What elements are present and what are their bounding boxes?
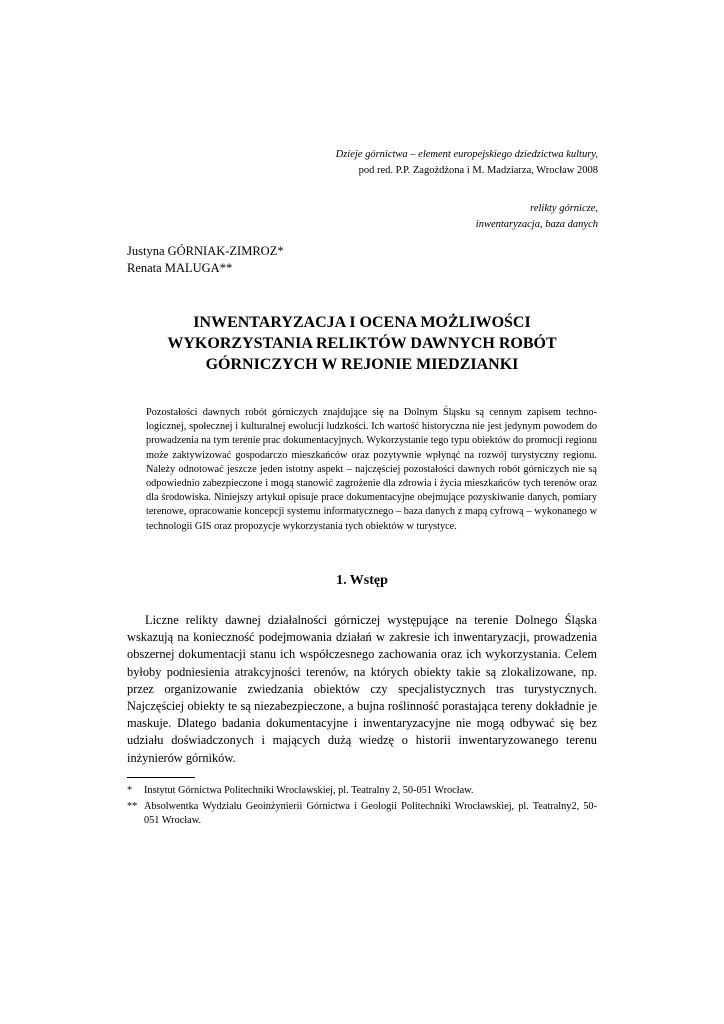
footnote-text: Instytut Górnictwa Politechniki Wrocławskiej, pl. Teatralny 2, 50-051 Wrocław. — [144, 785, 474, 796]
footnote-divider — [127, 777, 195, 778]
intro-paragraph: Liczne relikty dawnej działalności górniczej występujące na terenie Dolnego Śląska wskazują na konieczność podejmowania działań w zakresie ich inwentaryzacji, prowadzenia obszernej dokumentacji stanu ich współczesnego zachowania oraz ich wykorzystania. Celem byłoby podniesienia atrakcyjności terenów, na których obiekty takie są zlokalizowane, np. przez organizowanie zwiedzania obiektów czy specjalistycznych tras turystycznych. Najczęściej obiekty te są niezabezpieczone, a bujna roślinność porastająca tereny dokładnie je maskuje. Dlatego badania dokumentacyjne i inwentaryzacyjne nie mogą odbywać się bez udziału doświadczonych i mających dużą wiedzę o historii inwentaryzowanego terenu inżynierów górników. — [127, 613, 597, 765]
paper-title — [127, 312, 597, 375]
footnote-mark: ** — [127, 801, 138, 812]
editors-line: pod red. P.P. Zagożdżona i M. Madziarza, Wrocław 2008 — [358, 164, 598, 176]
author-2: Renata MALUGA** — [127, 261, 233, 275]
footnote-mark: * — [127, 785, 133, 796]
footnotes — [127, 784, 597, 830]
series-title: Dzieje górnictwa – element europejskiego dziedzictwa kultury, — [335, 149, 598, 160]
footnote-2 — [127, 800, 597, 828]
author-1: Justyna GÓRNIAK-ZIMROZ* — [127, 244, 284, 258]
footnote-1 — [127, 784, 597, 798]
abstract: Pozostałości dawnych robót górniczych znajdujące się na Dolnym Śląsku są cennym zapisem technologicznej, społecznej i kulturalnej ewolucji ludzkości. Ich wartość historyczna nie jest jedynym powodem do prowadzenia na tym terenie prac dokumentacyjnych. Wykorzystanie tego typu obiektów do promocji regionu może zaktywizować gospodarczo mieszkańców oraz pozytywnie wpłynąć na rozwój turystyczny regionu. Należy odnotować jeszcze jeden istotny aspekt – najczęściej pozostałości dawnych robót górniczych nie są odpowiednio zabezpieczone i mogą stanowić zagrożenie dla zdrowia i życia mieszkańców tych terenów oraz dla środowiska. Niniejszy artykuł opisuje prace dokumentacyjne obejmujące pozyskiwanie danych, pomiary terenowe, opracowanie koncepcji systemu informatycznego – baza danych z mapą cyfrową – wykonanego w technologii GIS oraz propozycje wykorzystania tych obiektów w turystyce. — [146, 407, 597, 532]
section-heading: 1. Wstęp — [336, 573, 388, 588]
keywords-line-2: inwentaryzacja, baza danych — [475, 218, 598, 230]
title-line-2: WYKORZYSTANIA RELIKTÓW DAWNYCH ROBÓT — [167, 335, 557, 352]
keywords — [198, 201, 598, 232]
title-line-1: INWENTARYZACJA I OCENA MOŻLIWOŚCI — [193, 314, 531, 331]
keywords-line-1: relikty górnicze, — [530, 203, 598, 214]
footnote-text: Absolwentka Wydziału Geoinżynierii Górnictwa i Geologii Politechniki Wrocławskiej, pl. Teatralny2, 50-051 Wrocław. — [144, 801, 597, 826]
publication-reference — [98, 147, 598, 178]
title-line-3: GÓRNICZYCH W REJONIE MIEDZIANKI — [205, 356, 519, 373]
authors — [127, 243, 284, 277]
